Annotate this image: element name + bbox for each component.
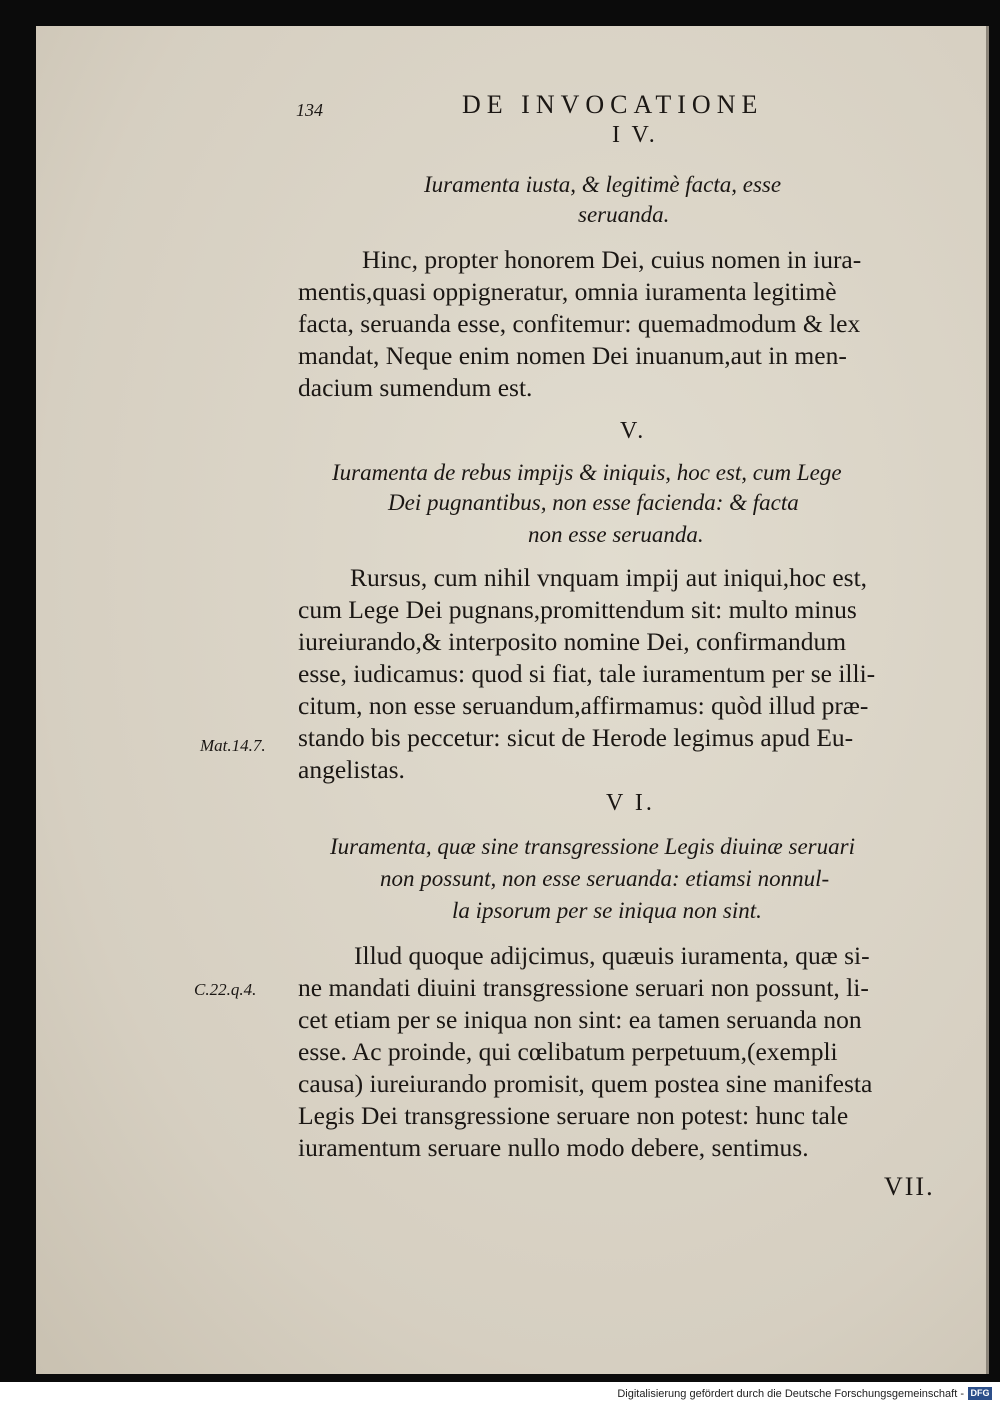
page-number: 134 — [296, 100, 323, 120]
section-numeral: V. — [620, 418, 647, 444]
section-heading: la ipsorum per se iniqua non sint. — [452, 898, 762, 923]
digitization-footer — [0, 1382, 1000, 1405]
body-line: cum Lege Dei pugnans,promittendum sit: multo minus — [298, 595, 857, 624]
catchword: VII. — [884, 1172, 935, 1201]
section-heading: seruanda. — [578, 202, 670, 227]
body-line: Legis Dei transgressione seruare non potest: hunc tale — [298, 1101, 849, 1130]
body-line: Illud quoque adijcimus, quæuis iuramenta, quæ si- — [354, 941, 870, 970]
section-heading: Dei pugnantibus, non esse facienda: & facta — [388, 490, 799, 515]
body-line: dacium sumendum est. — [298, 373, 533, 402]
margin-note: Mat.14.7. — [200, 736, 266, 755]
margin-note: C.22.q.4. — [194, 980, 257, 999]
section-heading: non possunt, non esse seruanda: etiamsi nonnul- — [380, 866, 830, 891]
body-line: iuramentum seruare nullo modo debere, sentimus. — [298, 1133, 809, 1162]
section-body — [298, 562, 958, 786]
section-body — [298, 244, 958, 404]
section-numeral: V I. — [606, 790, 655, 816]
section-heading: Iuramenta, quæ sine transgressione Legis diuinæ seruari — [330, 834, 855, 859]
section-heading: Iuramenta de rebus impijs & iniquis, hoc est, cum Lege — [332, 460, 842, 485]
section-numeral: I V. — [612, 122, 658, 148]
section-heading: non esse seruanda. — [528, 522, 704, 547]
section-body — [298, 940, 958, 1164]
body-line: esse. Ac proinde, qui cœlibatum perpetuum,(exempli — [298, 1037, 838, 1066]
body-line: mentis,quasi oppigneratur, omnia iuramenta legitimè — [298, 277, 837, 306]
running-head: DE INVOCATIONE — [462, 90, 764, 119]
section-heading: Iuramenta iusta, & legitimè facta, esse — [424, 172, 782, 197]
body-line: ne mandati diuini transgressione seruari non possunt, li- — [298, 973, 869, 1002]
footer-text: Digitalisierung gefördert durch die Deutsche Forschungsgemeinschaft - — [617, 1388, 964, 1400]
body-line: citum, non esse seruandum,affirmamus: quòd illud præ- — [298, 691, 869, 720]
body-line: facta, seruanda esse, confitemur: quemadmodum & lex — [298, 309, 861, 338]
body-line: cet etiam per se iniqua non sint: ea tamen seruanda non — [298, 1005, 862, 1034]
body-line: Rursus, cum nihil vnquam impij aut iniqui,hoc est, — [350, 563, 868, 592]
dfg-logo: DFG — [968, 1387, 992, 1400]
body-line: angelistas. — [298, 755, 405, 784]
body-line: iureiurando,& interposito nomine Dei, confirmandum — [298, 627, 847, 656]
body-line: causa) iureiurando promisit, quem postea sine manifesta — [298, 1069, 873, 1098]
body-line: stando bis peccetur: sicut de Herode legimus apud Eu- — [298, 723, 854, 752]
body-line: Hinc, propter honorem Dei, cuius nomen in iura- — [362, 245, 862, 274]
body-line: esse, iudicamus: quod si fiat, tale iuramentum per se illi- — [298, 659, 876, 688]
body-line: mandat, Neque enim nomen Dei inuanum,aut in men- — [298, 341, 847, 370]
